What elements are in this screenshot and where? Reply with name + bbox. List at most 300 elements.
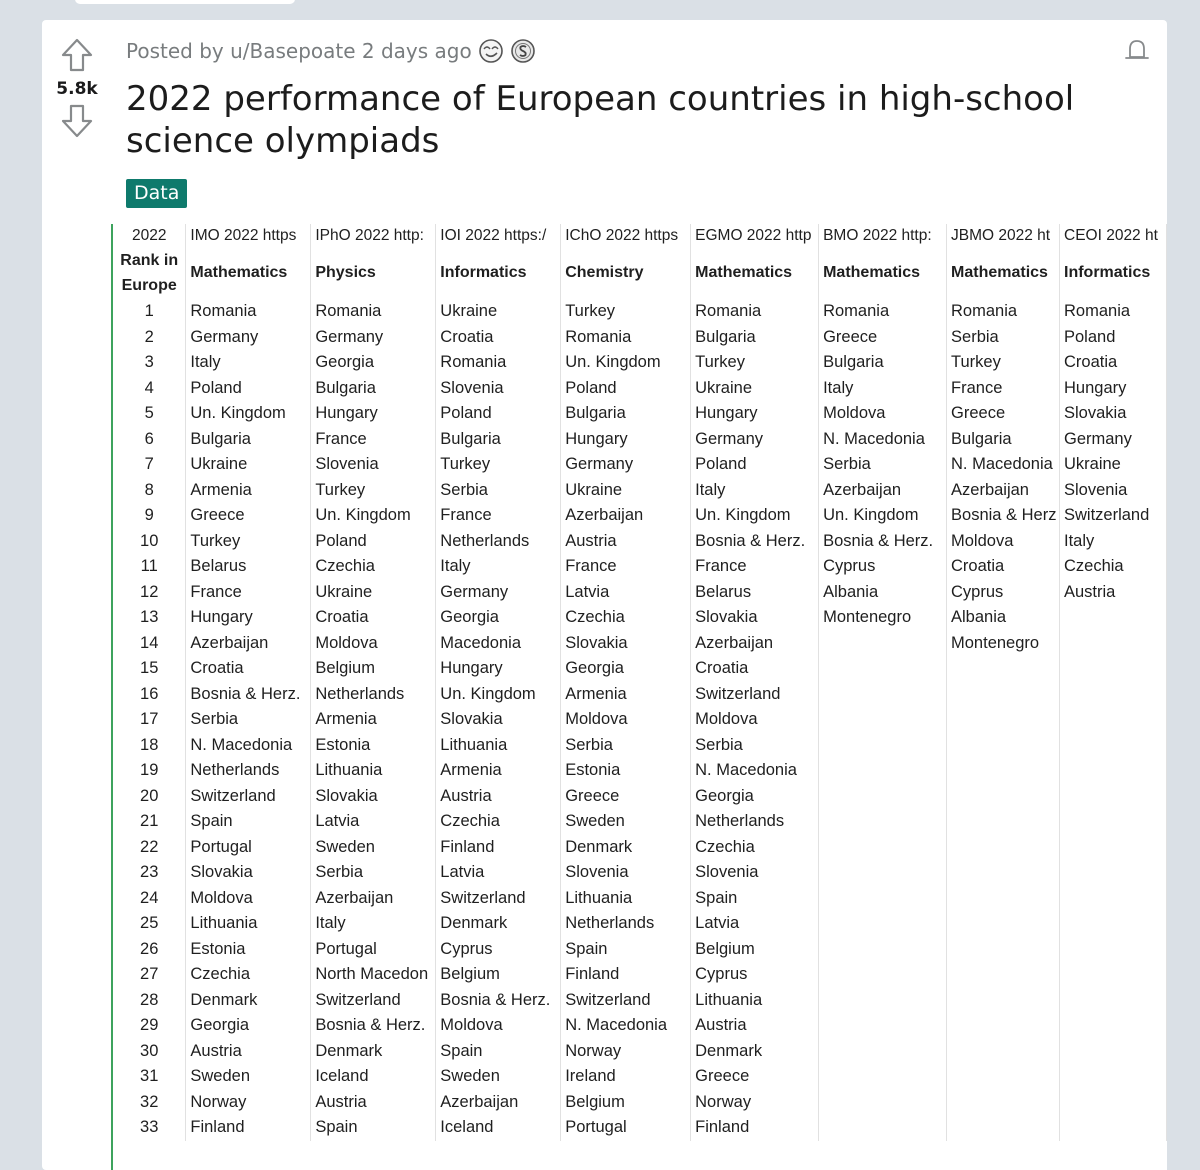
table-cell: Greece <box>819 325 947 351</box>
rank-cell: 2 <box>113 325 186 351</box>
table-cell: Cyprus <box>947 580 1060 606</box>
table-cell: Georgia <box>186 1013 311 1039</box>
table-row <box>113 350 1167 376</box>
table-row <box>113 452 1167 478</box>
table-cell: Moldova <box>436 1013 561 1039</box>
table-cell <box>1060 707 1167 733</box>
bell-icon <box>1123 37 1151 65</box>
rank-cell: 11 <box>113 554 186 580</box>
table-cell: Romania <box>436 350 561 376</box>
table-row <box>113 401 1167 427</box>
rank-cell: 33 <box>113 1115 186 1141</box>
table-cell: Un. Kingdom <box>311 503 436 529</box>
table-cell: EGMO 2022 http <box>691 224 819 247</box>
award-face-icon[interactable] <box>478 38 504 64</box>
table-cell: Austria <box>186 1039 311 1065</box>
table-cell: Georgia <box>436 605 561 631</box>
table-cell: Belgium <box>311 656 436 682</box>
table-cell: N. Macedonia <box>186 733 311 759</box>
downvote-button[interactable] <box>57 101 97 141</box>
table-cell: Finland <box>436 835 561 861</box>
table-cell: Switzerland <box>691 682 819 708</box>
table-cell: Mathematics <box>186 247 311 299</box>
rank-cell: 10 <box>113 529 186 555</box>
table-cell: Mathematics <box>819 247 947 299</box>
table-cell: Switzerland <box>1060 503 1167 529</box>
table-cell: Sweden <box>561 809 691 835</box>
table-cell: Netherlands <box>186 758 311 784</box>
table-cell <box>1060 1115 1167 1141</box>
table-row <box>113 529 1167 555</box>
table-cell: Poland <box>691 452 819 478</box>
table-cell: Poland <box>311 529 436 555</box>
table-cell: Turkey <box>947 350 1060 376</box>
table-cell <box>947 835 1060 861</box>
table-cell: Norway <box>691 1090 819 1116</box>
rank-cell: 20 <box>113 784 186 810</box>
table-cell: Ukraine <box>311 580 436 606</box>
table-cell: BMO 2022 http: <box>819 224 947 247</box>
rank-cell: 26 <box>113 937 186 963</box>
table-cell: Serbia <box>436 478 561 504</box>
rank-cell: 8 <box>113 478 186 504</box>
rank-cell: 13 <box>113 605 186 631</box>
table-cell: Turkey <box>691 350 819 376</box>
table-cell: Greece <box>561 784 691 810</box>
table-cell: Denmark <box>691 1039 819 1065</box>
table-cell: Montenegro <box>819 605 947 631</box>
table-cell: Bulgaria <box>436 427 561 453</box>
table-cell: Czechia <box>311 554 436 580</box>
table-cell: Italy <box>436 554 561 580</box>
table-cell: Latvia <box>311 809 436 835</box>
rank-cell: 23 <box>113 860 186 886</box>
award-silver-coin-icon[interactable] <box>510 38 536 64</box>
rank-cell: 15 <box>113 656 186 682</box>
rank-cell: Rank in Europe <box>113 247 186 299</box>
table-cell: Armenia <box>311 707 436 733</box>
table-cell: Cyprus <box>819 554 947 580</box>
table-cell: Croatia <box>311 605 436 631</box>
table-cell: Ukraine <box>561 478 691 504</box>
table-cell: Romania <box>311 299 436 325</box>
table-cell <box>819 784 947 810</box>
table-cell: Austria <box>691 1013 819 1039</box>
table-cell: Chemistry <box>561 247 691 299</box>
table-cell <box>1060 1090 1167 1116</box>
rank-cell: 30 <box>113 1039 186 1065</box>
table-cell: Greece <box>691 1064 819 1090</box>
table-cell: Slovakia <box>311 784 436 810</box>
table-row <box>113 733 1167 759</box>
table-cell: Finland <box>691 1115 819 1141</box>
post-header <box>126 36 1153 66</box>
table-cell: Denmark <box>436 911 561 937</box>
table-cell <box>947 1090 1060 1116</box>
rank-cell: 5 <box>113 401 186 427</box>
table-cell <box>1060 937 1167 963</box>
table-cell: Belgium <box>691 937 819 963</box>
table-cell: Cyprus <box>436 937 561 963</box>
table-cell: Lithuania <box>311 758 436 784</box>
table-cell: Switzerland <box>186 784 311 810</box>
table-row <box>113 1115 1167 1141</box>
rank-cell: 31 <box>113 1064 186 1090</box>
table-cell: Moldova <box>186 886 311 912</box>
subject-row <box>113 247 1167 299</box>
table-cell <box>947 784 1060 810</box>
table-cell: Romania <box>947 299 1060 325</box>
rank-cell: 14 <box>113 631 186 657</box>
table-cell <box>819 988 947 1014</box>
table-cell: France <box>311 427 436 453</box>
table-cell: Spain <box>311 1115 436 1141</box>
table-cell: France <box>186 580 311 606</box>
table-cell: Czechia <box>1060 554 1167 580</box>
table-cell: Spain <box>436 1039 561 1065</box>
table-cell: Czechia <box>691 835 819 861</box>
table-cell: Spain <box>561 937 691 963</box>
table-cell <box>819 911 947 937</box>
table-row <box>113 1039 1167 1065</box>
table-cell: Austria <box>1060 580 1167 606</box>
table-cell: Lithuania <box>436 733 561 759</box>
table-cell: Un. Kingdom <box>186 401 311 427</box>
table-cell: Informatics <box>436 247 561 299</box>
table-cell <box>1060 886 1167 912</box>
rank-cell: 16 <box>113 682 186 708</box>
table-cell: N. Macedonia <box>691 758 819 784</box>
table-cell: Turkey <box>436 452 561 478</box>
table-cell: CEOI 2022 ht <box>1060 224 1167 247</box>
table-cell <box>819 860 947 886</box>
table-cell: Ukraine <box>691 376 819 402</box>
table-cell <box>1060 733 1167 759</box>
table-cell: Armenia <box>561 682 691 708</box>
table-row <box>113 860 1167 886</box>
table-cell: Slovakia <box>561 631 691 657</box>
table-cell: Romania <box>819 299 947 325</box>
table-cell: Azerbaijan <box>819 478 947 504</box>
table-cell: N. Macedonia <box>819 427 947 453</box>
table-cell: Georgia <box>311 350 436 376</box>
table-cell: Physics <box>311 247 436 299</box>
table-cell: Un. Kingdom <box>691 503 819 529</box>
table-cell: Bulgaria <box>311 376 436 402</box>
table-cell: Bosnia & Herz. <box>186 682 311 708</box>
table-row <box>113 682 1167 708</box>
rank-cell: 22 <box>113 835 186 861</box>
table-cell: Czechia <box>436 809 561 835</box>
table-cell: Sweden <box>311 835 436 861</box>
table-cell: Belarus <box>691 580 819 606</box>
table-cell <box>947 860 1060 886</box>
table-cell: Denmark <box>311 1039 436 1065</box>
table-cell: Lithuania <box>691 988 819 1014</box>
table-row <box>113 503 1167 529</box>
table-cell <box>947 1039 1060 1065</box>
table-cell: Netherlands <box>691 809 819 835</box>
table-cell <box>947 1115 1060 1141</box>
post-title[interactable]: 2022 performance of European countries in high-school science olympiads <box>126 79 1075 161</box>
table-cell <box>819 758 947 784</box>
table-cell: Armenia <box>186 478 311 504</box>
table-cell <box>1060 1064 1167 1090</box>
table-cell <box>947 911 1060 937</box>
table-cell: Sweden <box>436 1064 561 1090</box>
rank-cell: 19 <box>113 758 186 784</box>
table-cell <box>1060 1039 1167 1065</box>
table-cell: France <box>561 554 691 580</box>
table-cell: Mathematics <box>947 247 1060 299</box>
table-cell: Serbia <box>947 325 1060 351</box>
table-cell: Ukraine <box>1060 452 1167 478</box>
table-cell: Germany <box>1060 427 1167 453</box>
table-cell <box>819 1090 947 1116</box>
table-cell <box>1060 656 1167 682</box>
table-cell <box>819 707 947 733</box>
table-cell: Croatia <box>436 325 561 351</box>
table-row <box>113 580 1167 606</box>
table-cell: Hungary <box>311 401 436 427</box>
table-cell: Albania <box>819 580 947 606</box>
upvote-arrow-icon <box>60 37 94 73</box>
table-cell: France <box>436 503 561 529</box>
table-cell: Portugal <box>186 835 311 861</box>
table-cell: Czechia <box>186 962 311 988</box>
table-cell: Serbia <box>819 452 947 478</box>
notification-bell-button[interactable] <box>1121 36 1153 66</box>
rank-cell: 4 <box>113 376 186 402</box>
table-cell: Spain <box>186 809 311 835</box>
table-cell: Moldova <box>561 707 691 733</box>
table-cell: Netherlands <box>436 529 561 555</box>
table-cell: Moldova <box>947 529 1060 555</box>
table-cell: Georgia <box>561 656 691 682</box>
table-cell: Bosnia & Herz. <box>311 1013 436 1039</box>
table-cell: Estonia <box>186 937 311 963</box>
table-cell: Hungary <box>1060 376 1167 402</box>
vote-column <box>42 20 112 141</box>
table-cell: Latvia <box>436 860 561 886</box>
table-cell <box>947 809 1060 835</box>
table-cell <box>947 937 1060 963</box>
table-cell: Italy <box>819 376 947 402</box>
table-cell: Azerbaijan <box>436 1090 561 1116</box>
table-cell: Iceland <box>436 1115 561 1141</box>
table-cell: Czechia <box>561 605 691 631</box>
table-cell: Germany <box>561 452 691 478</box>
rank-cell: 9 <box>113 503 186 529</box>
table-cell: Lithuania <box>561 886 691 912</box>
rank-cell: 6 <box>113 427 186 453</box>
table-cell: Bulgaria <box>561 401 691 427</box>
table-cell <box>947 886 1060 912</box>
table-cell: Austria <box>436 784 561 810</box>
downvote-arrow-icon <box>60 103 94 139</box>
table-cell: Slovenia <box>436 376 561 402</box>
table-cell: Romania <box>1060 299 1167 325</box>
table-cell: Azerbaijan <box>691 631 819 657</box>
table-cell: Iceland <box>311 1064 436 1090</box>
table-cell: Hungary <box>436 656 561 682</box>
table-cell: Portugal <box>561 1115 691 1141</box>
table-cell: Serbia <box>561 733 691 759</box>
table-cell: Greece <box>186 503 311 529</box>
table-row <box>113 478 1167 504</box>
table-cell: Slovenia <box>561 860 691 886</box>
table-cell: Sweden <box>186 1064 311 1090</box>
table-cell <box>819 682 947 708</box>
table-cell: Romania <box>691 299 819 325</box>
table-cell: Hungary <box>561 427 691 453</box>
post-flair[interactable]: Data <box>126 179 187 208</box>
table-cell: IPhO 2022 http: <box>311 224 436 247</box>
table-cell: Italy <box>311 911 436 937</box>
table-cell: Ukraine <box>436 299 561 325</box>
table-cell <box>819 1039 947 1065</box>
vote-score: 5.8k <box>56 79 98 99</box>
table-row <box>113 376 1167 402</box>
table-row <box>113 631 1167 657</box>
table-cell <box>1060 835 1167 861</box>
table-cell: Greece <box>947 401 1060 427</box>
table-cell: Croatia <box>691 656 819 682</box>
rank-cell: 1 <box>113 299 186 325</box>
table-cell: N. Macedonia <box>561 1013 691 1039</box>
table-cell: Moldova <box>311 631 436 657</box>
table-cell: Germany <box>311 325 436 351</box>
table-cell: Estonia <box>561 758 691 784</box>
table-cell: North Macedon <box>311 962 436 988</box>
table-cell: Romania <box>561 325 691 351</box>
table-cell: Un. Kingdom <box>436 682 561 708</box>
rank-cell: 25 <box>113 911 186 937</box>
table-cell: Moldova <box>691 707 819 733</box>
table-cell: Azerbaijan <box>561 503 691 529</box>
table-cell: Austria <box>311 1090 436 1116</box>
rank-cell: 2022 <box>113 224 186 247</box>
table-cell: Poland <box>436 401 561 427</box>
table-cell: Belgium <box>561 1090 691 1116</box>
table-cell <box>947 733 1060 759</box>
table-cell: Denmark <box>186 988 311 1014</box>
table-cell: Italy <box>1060 529 1167 555</box>
previous-card-edge <box>75 0 295 4</box>
table-cell: JBMO 2022 ht <box>947 224 1060 247</box>
table-cell <box>1060 809 1167 835</box>
table-cell <box>1060 605 1167 631</box>
table-cell: Slovenia <box>691 860 819 886</box>
rank-cell: 27 <box>113 962 186 988</box>
table-cell: Belarus <box>186 554 311 580</box>
table-cell: Georgia <box>691 784 819 810</box>
table-row <box>113 1013 1167 1039</box>
table-cell <box>947 707 1060 733</box>
table-cell: Italy <box>691 478 819 504</box>
posted-by-text[interactable]: Posted by u/Basepoate 2 days ago <box>126 39 472 63</box>
table-cell: Bosnia & Herz. <box>691 529 819 555</box>
table-cell: Bulgaria <box>186 427 311 453</box>
table-cell: Slovenia <box>311 452 436 478</box>
table-cell: Azerbaijan <box>311 886 436 912</box>
table-cell: Bulgaria <box>819 350 947 376</box>
table-row <box>113 1064 1167 1090</box>
table-cell: Turkey <box>186 529 311 555</box>
table-row <box>113 835 1167 861</box>
table-cell: Belgium <box>436 962 561 988</box>
table-cell <box>1060 758 1167 784</box>
table-cell <box>947 656 1060 682</box>
table-cell: Poland <box>1060 325 1167 351</box>
post-card[interactable] <box>42 20 1167 1170</box>
table-cell <box>819 656 947 682</box>
selection-border <box>111 224 113 1170</box>
table-row <box>113 809 1167 835</box>
table-cell: Serbia <box>186 707 311 733</box>
table-cell: Cyprus <box>691 962 819 988</box>
rank-cell: 32 <box>113 1090 186 1116</box>
table-cell: Turkey <box>311 478 436 504</box>
rank-cell: 18 <box>113 733 186 759</box>
table-cell: Mathematics <box>691 247 819 299</box>
table-cell: Estonia <box>311 733 436 759</box>
rank-cell: 21 <box>113 809 186 835</box>
table-cell <box>947 1013 1060 1039</box>
table-cell: Germany <box>436 580 561 606</box>
table-cell <box>819 631 947 657</box>
table-cell: Macedonia <box>436 631 561 657</box>
table-cell: Slovakia <box>186 860 311 886</box>
table-row <box>113 605 1167 631</box>
table-cell <box>1060 784 1167 810</box>
spreadsheet-image[interactable] <box>111 224 1167 1170</box>
table-cell: Netherlands <box>561 911 691 937</box>
table-cell: France <box>691 554 819 580</box>
table-cell: Germany <box>691 427 819 453</box>
table-cell <box>947 682 1060 708</box>
table-cell: Spain <box>691 886 819 912</box>
rank-cell: 12 <box>113 580 186 606</box>
table-cell <box>1060 962 1167 988</box>
header-row <box>113 224 1167 247</box>
table-cell <box>1060 1013 1167 1039</box>
table-cell: Bulgaria <box>691 325 819 351</box>
table-cell: Croatia <box>186 656 311 682</box>
upvote-button[interactable] <box>57 35 97 75</box>
table-cell: Informatics <box>1060 247 1167 299</box>
table-cell: Moldova <box>819 401 947 427</box>
table-cell: Serbia <box>691 733 819 759</box>
table-cell <box>819 886 947 912</box>
table-cell <box>1060 631 1167 657</box>
table-cell: Azerbaijan <box>186 631 311 657</box>
rank-cell: 3 <box>113 350 186 376</box>
table-cell <box>819 1064 947 1090</box>
table-cell <box>819 1013 947 1039</box>
table-cell: Denmark <box>561 835 691 861</box>
table-cell: Finland <box>561 962 691 988</box>
table-cell: Switzerland <box>561 988 691 1014</box>
table-cell: Croatia <box>1060 350 1167 376</box>
table-row <box>113 886 1167 912</box>
table-row <box>113 554 1167 580</box>
table-row <box>113 784 1167 810</box>
table-cell <box>947 1064 1060 1090</box>
table-cell: Lithuania <box>186 911 311 937</box>
table-cell: IMO 2022 https <box>186 224 311 247</box>
table-cell: Serbia <box>311 860 436 886</box>
